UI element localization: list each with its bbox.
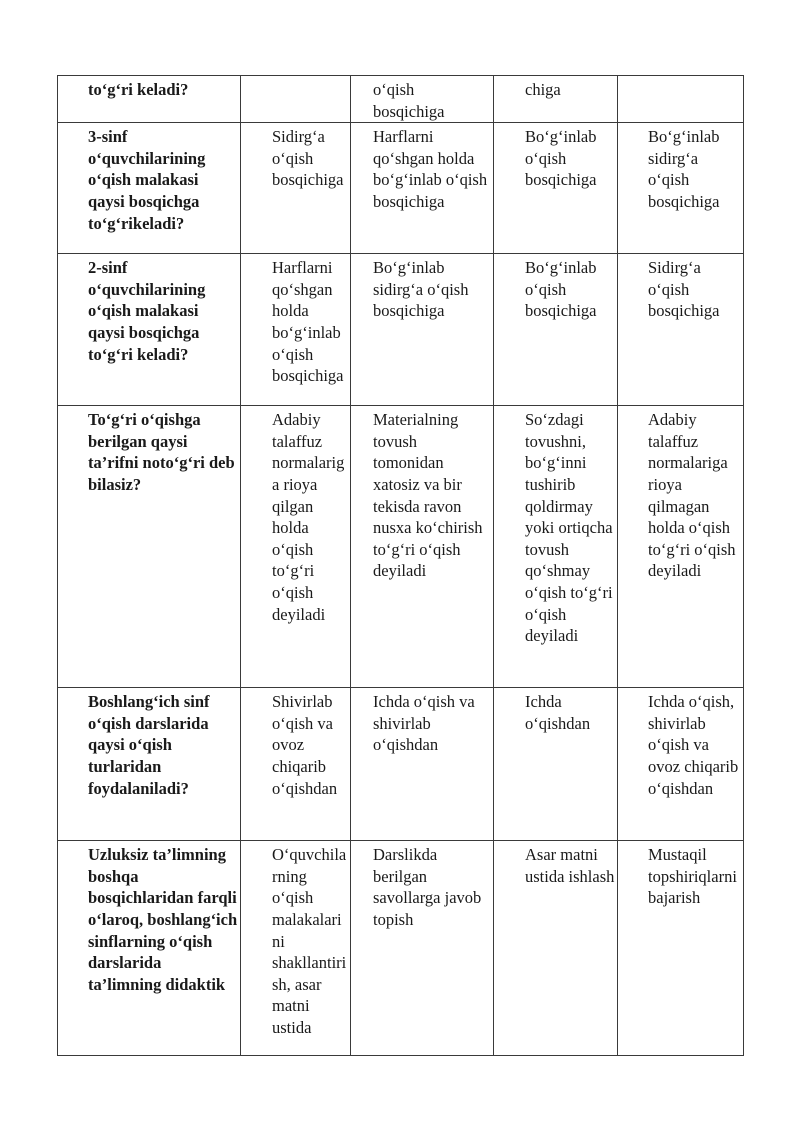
quiz-table <box>57 75 744 1056</box>
option-cell <box>618 76 744 123</box>
option-cell: Sidirg‘a o‘qish bosqichiga <box>241 123 351 254</box>
option-cell: chiga <box>494 76 618 123</box>
option-cell: Adabiy talaffuz normalariga rioya qilmagan holda o‘qish to‘g‘ri o‘qish deyiladi <box>618 406 744 688</box>
question-cell: to‘g‘ri keladi? <box>58 76 241 123</box>
table-row <box>58 688 744 841</box>
option-cell: O‘quvchilarning o‘qish malakalarini shakllantirish, asar matni ustida <box>241 841 351 1056</box>
table-row <box>58 841 744 1056</box>
question-cell: Boshlang‘ich sinf o‘qish darslarida qaysi o‘qish turlaridan foydalaniladi? <box>58 688 241 841</box>
option-cell: Bo‘g‘inlab o‘qish bosqichiga <box>494 254 618 406</box>
question-cell: Uzluksiz ta’limning boshqa bosqichlaridan farqli o‘laroq, boshlang‘ich sinflarning o‘qish darslarida ta’limning didaktik <box>58 841 241 1056</box>
option-cell: Sidirg‘a o‘qish bosqichiga <box>618 254 744 406</box>
option-cell: Harflarni qo‘shgan holda bo‘g‘inlab o‘qish bosqichiga <box>351 123 494 254</box>
option-cell: o‘qish bosqichiga <box>351 76 494 123</box>
option-cell <box>241 76 351 123</box>
option-cell: Harflarni qo‘shgan holda bo‘g‘inlab o‘qish bosqichiga <box>241 254 351 406</box>
table-row <box>58 254 744 406</box>
option-cell: Asar matni ustida ishlash <box>494 841 618 1056</box>
table-row <box>58 123 744 254</box>
option-cell: Ichda o‘qish va shivirlab o‘qishdan <box>351 688 494 841</box>
option-cell: Materialning tovush tomonidan xatosiz va bir tekisda ravon nusxa ko‘chirish to‘g‘ri o‘qish deyiladi <box>351 406 494 688</box>
table-row <box>58 76 744 123</box>
option-cell: Bo‘g‘inlab sidirg‘a o‘qish bosqichiga <box>351 254 494 406</box>
option-cell: Ichda o‘qishdan <box>494 688 618 841</box>
table-row <box>58 406 744 688</box>
option-cell: Shivirlab o‘qish va ovoz chiqarib o‘qishdan <box>241 688 351 841</box>
question-cell: 2-sinf o‘quvchilarining o‘qish malakasi qaysi bosqichga to‘g‘ri keladi? <box>58 254 241 406</box>
option-cell: Mustaqil topshiriqlarni bajarish <box>618 841 744 1056</box>
question-cell: 3-sinf o‘quvchilarining o‘qish malakasi qaysi bosqichga to‘g‘rikeladi? <box>58 123 241 254</box>
option-cell: Darslikda berilgan savollarga javob topish <box>351 841 494 1056</box>
option-cell: Ichda o‘qish, shivirlab o‘qish va ovoz chiqarib o‘qishdan <box>618 688 744 841</box>
question-cell: To‘g‘ri o‘qishga berilgan qaysi ta’rifni noto‘g‘ri deb bilasiz? <box>58 406 241 688</box>
option-cell: So‘zdagi tovushni, bo‘g‘inni tushirib qoldirmay yoki ortiqcha tovush qo‘shmay o‘qish to‘g‘ri o‘qish deyiladi <box>494 406 618 688</box>
option-cell: Bo‘g‘inlab o‘qish bosqichiga <box>494 123 618 254</box>
option-cell: Bo‘g‘inlab sidirg‘a o‘qish bosqichiga <box>618 123 744 254</box>
option-cell: Adabiy talaffuz normalariga rioya qilgan holda o‘qish to‘g‘ri o‘qish deyiladi <box>241 406 351 688</box>
